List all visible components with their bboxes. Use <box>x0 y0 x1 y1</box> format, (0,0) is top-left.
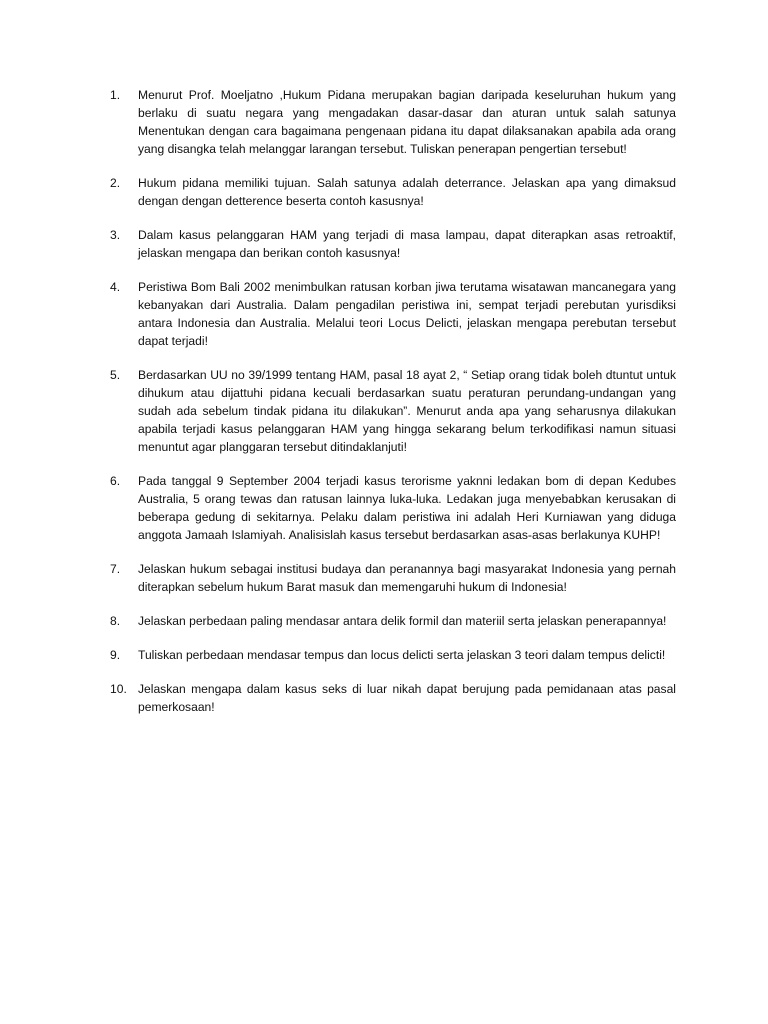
question-text: Pada tanggal 9 September 2004 terjadi kasus terorisme yaknni ledakan bom di depan Kedubes Australia, 5 orang tewas dan ratusan lainnya luka-luka. Ledakan juga menyebabkan kerusakan di beberapa gedung di sekitarnya. Pelaku dalam peristiwa ini adalah Heri Kurniawan yang diduga anggota Jamaah Islamiyah. Analisislah kasus tersebut berdasarkan asas-asas berlakunya KUHP! <box>138 474 676 542</box>
question-number-label: 5. <box>110 368 121 382</box>
question-number <box>102 612 136 630</box>
question-item <box>102 174 676 210</box>
question-list <box>102 86 676 732</box>
question-number-label: 2. <box>110 176 121 190</box>
question-item <box>102 86 676 158</box>
question-number <box>102 226 136 244</box>
question-item <box>102 646 676 664</box>
question-text: Hukum pidana memiliki tujuan. Salah satunya adalah deterrance. Jelaskan apa yang dimaksud dengan dengan detterence beserta contoh kasusnya! <box>138 176 676 208</box>
question-number <box>102 174 136 192</box>
question-item <box>102 472 676 544</box>
question-item <box>102 226 676 262</box>
question-number-label: 4. <box>110 280 121 294</box>
question-number-label: 7. <box>110 562 121 576</box>
question-text: Jelaskan perbedaan paling mendasar antara delik formil dan materiil serta jelaskan penerapannya! <box>138 614 667 628</box>
question-number-label: 8. <box>110 614 121 628</box>
question-text: Menurut Prof. Moeljatno ,Hukum Pidana merupakan bagian daripada keseluruhan hukum yang berlaku di suatu negara yang mengadakan dasar-dasar dan aturan untuk salah satunya Menentukan dengan cara bagaimana pengenaan pidana itu dapat dilaksanakan apabila ada orang yang disangka telah melanggar larangan tersebut. Tuliskan penerapan pengertian tersebut! <box>138 88 676 156</box>
question-number-label: 9. <box>110 648 121 662</box>
question-number <box>102 366 136 384</box>
question-text: Jelaskan mengapa dalam kasus seks di luar nikah dapat berujung pada pemidanaan atas pasal pemerkosaan! <box>138 682 676 714</box>
question-number-label: 10. <box>110 682 127 696</box>
question-number <box>102 680 136 698</box>
question-number <box>102 278 136 296</box>
question-text: Dalam kasus pelanggaran HAM yang terjadi di masa lampau, dapat diterapkan asas retroaktif, jelaskan mengapa dan berikan contoh kasusnya! <box>138 228 676 260</box>
question-item <box>102 612 676 630</box>
question-number <box>102 646 136 664</box>
question-text: Tuliskan perbedaan mendasar tempus dan locus delicti serta jelaskan 3 teori dalam tempus delicti! <box>138 648 666 662</box>
question-item <box>102 278 676 350</box>
question-number <box>102 560 136 578</box>
question-text: Jelaskan hukum sebagai institusi budaya dan peranannya bagi masyarakat Indonesia yang pernah diterapkan sebelum hukum Barat masuk dan memengaruhi hukum di Indonesia! <box>138 562 676 594</box>
question-item <box>102 560 676 596</box>
question-text: Peristiwa Bom Bali 2002 menimbulkan ratusan korban jiwa terutama wisatawan mancanegara yang kebanyakan dari Australia. Dalam pengadilan peristiwa ini, sempat terjadi perebutan yurisdiksi antara Indonesia dan Australia. Melalui teori Locus Delicti, jelaskan mengapa perebutan tersebut dapat terjadi! <box>138 280 676 348</box>
question-number-label: 3. <box>110 228 121 242</box>
question-number-label: 6. <box>110 474 121 488</box>
question-number <box>102 86 136 104</box>
question-item <box>102 680 676 716</box>
question-text: Berdasarkan UU no 39/1999 tentang HAM, pasal 18 ayat 2, “ Setiap orang tidak boleh dtuntut untuk dihukum atau dijattuhi pidana kecuali berdasarkan suatu peraturan perundang-undangan yang sudah ada sebelum tindak pidana itu dilakukan”. Menurut anda apa yang seharusnya dilakukan apabila terjadi kasus pelanggaran HAM yang hingga sekarang belum terkodifikasi namun situasi menuntut agar planggaran tersebut ditindaklanjuti! <box>138 368 676 454</box>
question-item <box>102 366 676 456</box>
question-number <box>102 472 136 490</box>
question-number-label: 1. <box>110 88 121 102</box>
